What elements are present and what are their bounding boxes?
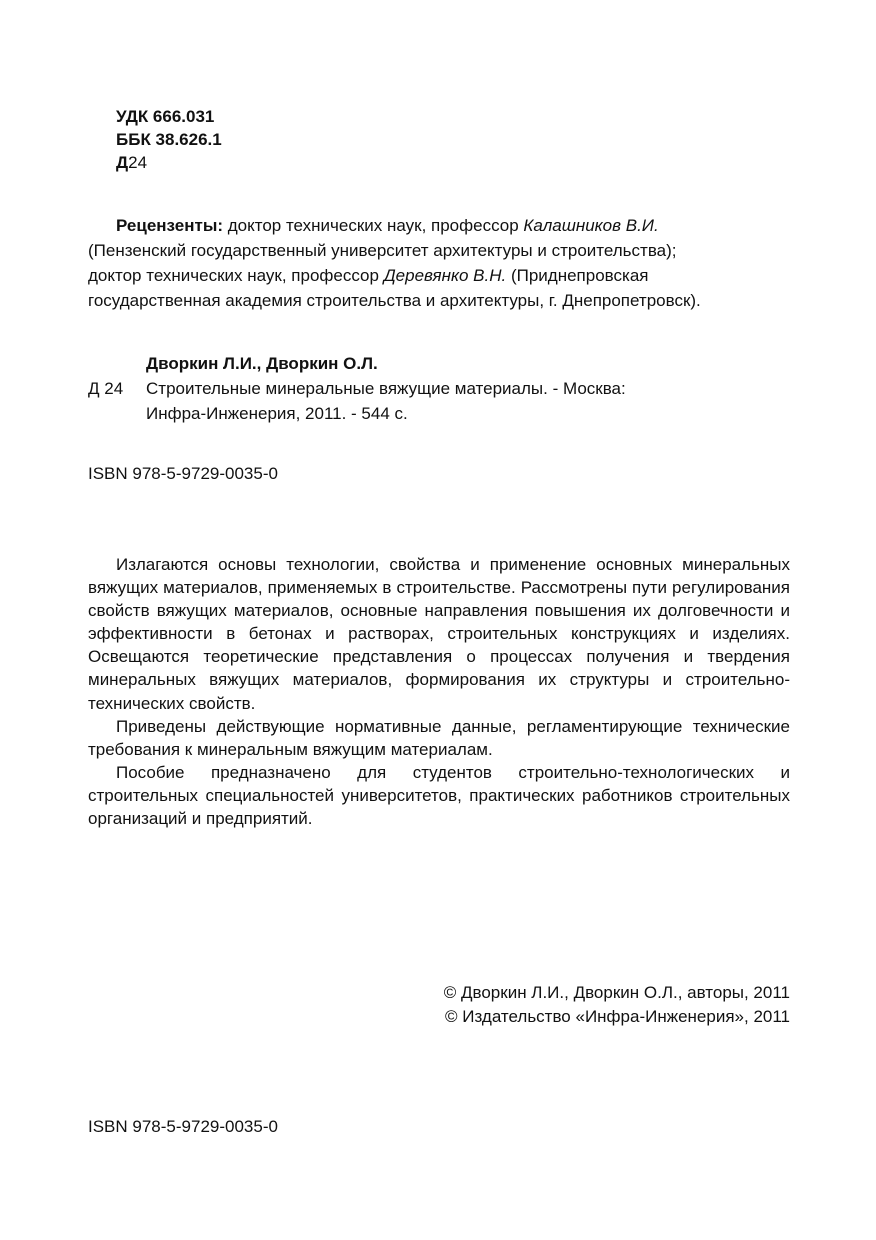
reviewers-block [88, 213, 788, 313]
annotation [88, 553, 790, 830]
reviewers-label: Рецензенты: [116, 216, 223, 235]
biblio-title-row [88, 376, 788, 401]
copyright-authors: © Дворкин Л.И., Дворкин О.Л., авторы, 2011 [443, 983, 790, 1002]
reviewer2-text: доктор технических наук, профессор [88, 266, 384, 285]
reviewer1-name: Калашников В.И. [523, 216, 659, 235]
reviewers-line-1 [88, 213, 788, 238]
biblio-title-line1: Строительные минеральные вяжущие материалы. - Москва: [146, 379, 626, 398]
isbn-bottom: ISBN 978-5-9729-0035-0 [88, 1117, 278, 1136]
author-mark [116, 151, 222, 174]
classification-block [116, 105, 222, 174]
reviewer1-text: доктор технических наук, профессор [223, 216, 524, 235]
copyright-block [444, 981, 790, 1029]
reviewer2-name: Деревянко В.Н. [383, 266, 507, 285]
reviewer1-org: (Пензенский государственный университет архитектуры и строительства); [88, 241, 677, 260]
biblio-code: Д 24 [88, 379, 124, 398]
author-mark-number: 24 [128, 153, 148, 172]
bibliographic-record [88, 351, 788, 426]
reviewer2-org-b: государственная академия строительства и архитектуры, г. Днепропетровск). [88, 291, 701, 310]
biblio-title-line2: Инфра-Инженерия, 2011. - 544 с. [146, 404, 408, 423]
annotation-paragraph-3: Пособие предназначено для студентов строительно-технологических и строительных специальностей университетов, практических работников строительных организаций и предприятий. [88, 762, 790, 829]
annotation-paragraph-1: Излагаются основы технологии, свойства и применение основных минеральных вяжущих материалов, применяемых в строительстве. Рассмотрены пути регулирования свойств вяжущих материалов, основные направления повышения их долговечности и эффективности в бетонах и растворах, строительных конструкциях и изделиях. Освещаются теоретические представления о процессах получения и твердения минеральных вяжущих материалов, формирования их структуры и строительно-технических свойств. [88, 555, 790, 713]
copyright-publisher: © Издательство «Инфра-Инженерия», 2011 [445, 1007, 790, 1026]
reviewer2-org-a: (Приднепровская [506, 266, 649, 285]
biblio-authors: Дворкин Л.И., Дворкин О.Л. [146, 354, 378, 373]
udk-code: УДК 666.031 [116, 107, 215, 126]
biblio-authors-row [88, 351, 788, 376]
reviewers-line-3 [88, 263, 788, 288]
biblio-publisher-row [88, 401, 788, 426]
bbk-code: ББК 38.626.1 [116, 130, 222, 149]
isbn-top: ISBN 978-5-9729-0035-0 [88, 464, 278, 483]
annotation-paragraph-2: Приведены действующие нормативные данные, регламентирующие технические требования к минеральным вяжущим материалам. [88, 716, 790, 759]
author-mark-letter: Д [116, 153, 129, 172]
